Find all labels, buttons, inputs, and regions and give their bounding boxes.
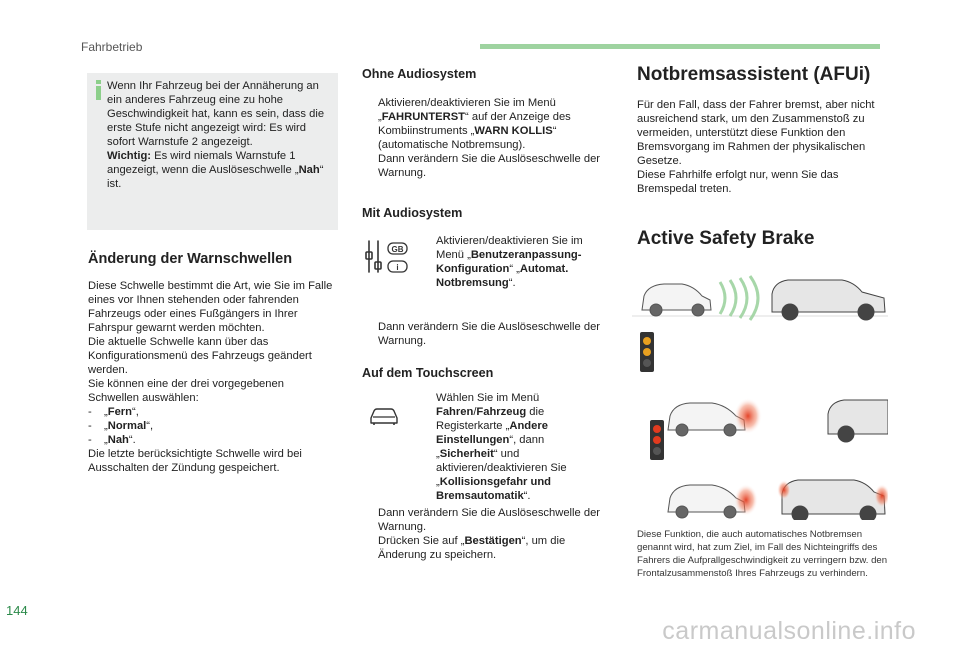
rear-car-2 <box>668 403 745 436</box>
change-threshold-title: Änderung der Warnschwellen <box>88 251 293 267</box>
touchscreen-step1: Wählen Sie im Menü Fahren/Fahrzeug die Registerkarte „Andere Einstellungen“, dann „Sicherheit“ und aktivieren/deaktivieren Sie „Kollisionsgefahr und Bremsautomatik“. <box>436 392 567 502</box>
front-suv-3 <box>782 480 885 520</box>
touchscreen-steps: Dann verändern Sie die Auslöseschwelle der Warnung. Drücken Sie auf „Bestätigen“, um die Änderung zu speichern. <box>378 507 601 561</box>
info-label: i <box>396 263 399 272</box>
active-safety-illustration <box>632 270 888 520</box>
section-label: Fahrbetrieb <box>81 40 143 54</box>
info-text: Wenn Ihr Fahrzeug bei der Annäherung an ein anderes Fahrzeug eine zu hohe Geschwindigkeit hat, kann es sein, dass die erste Stufe nicht angezeigt wird: Es wird sofort Warnstufe 2 angezeigt. Wichtig: Es wird niemals Warnstufe 1 angezeigt, wenn die Auslöseschwelle „Nah“ ist. <box>107 80 325 190</box>
threshold-option: - „Fern“, <box>88 406 139 418</box>
scene-2 <box>640 332 888 442</box>
touchscreen-title: Auf dem Touchscreen <box>362 366 494 380</box>
threshold-option: - „Normal“, <box>88 420 154 432</box>
scene-1 <box>632 276 888 320</box>
page-number: 144 <box>6 603 28 618</box>
traffic-light-icon <box>640 332 654 372</box>
notbrems-body: Für den Fall, dass der Fahrer bremst, aber nicht ausreichend stark, um den Zusammenstoß zu vermeiden, unterstützt diese Funktion den Bremsvorgang im Rahmen der physikalischen Gesetze. Diese Fahrhilfe erfolgt nur, wenn Sie das Bremspedal treten. <box>637 99 875 195</box>
mit-audio-step2: Dann verändern Sie die Auslöseschwelle der Warnung. <box>378 321 601 347</box>
mit-audio-title: Mit Audiosystem <box>362 206 463 220</box>
change-threshold-body: Diese Schwelle bestimmt die Art, wie Sie im Falle eines vor Ihnen stehenden oder fahrenden Fahrzeugs oder eines Fußgängers in Ihrer Fahrspur gewarnt werden möchten. Die aktuelle Schwelle kann über das Konfigurationsmenü des Fahrzeugs geändert werden. Sie können eine der drei vorgegebenen Schwellen auswählen: - „Fern“, - „Normal“, - „Nah“. Die letzte berücksichtigte Schwelle wird bei Ausschalten der Zündung gespeichert. <box>88 279 338 475</box>
gb-label: GB <box>391 245 404 254</box>
sensor-waves-icon <box>720 276 758 320</box>
watermark: carmanualsonline.info <box>662 617 916 645</box>
ohne-audio-body: Aktivieren/deaktivieren Sie im Menü „FAHRUNTERST“ auf der Anzeige des Kombiinstruments „WARN KOLLIS“ (automatische Notbremsung). Dann verändern Sie die Auslöseschwelle der Warnung. <box>378 97 601 179</box>
active-safety-title: Active Safety Brake <box>637 228 815 249</box>
threshold-option: - „Nah“. <box>88 434 136 446</box>
ohne-audio-title: Ohne Audiosystem <box>362 67 477 81</box>
car-icon <box>368 403 400 427</box>
settings-menu-icon <box>363 238 411 278</box>
front-suv-2 <box>828 400 888 442</box>
info-icon <box>96 80 101 100</box>
rear-car-1 <box>642 284 711 316</box>
header-accent-bar <box>480 44 880 49</box>
front-suv-1 <box>772 280 885 320</box>
mit-audio-step1: Aktivieren/deaktivieren Sie im Menü „Benutzeranpassung-Konfiguration“ „Automat. Notbremsung“. <box>436 235 583 289</box>
traffic-light-icon <box>650 420 664 460</box>
active-safety-caption: Diese Funktion, die auch automatisches Notbremsen genannt wird, hat zum Ziel, im Fall des Nichteingriffs des Fahrers die Aufprallgeschwindigkeit zu verringern bzw. den Frontalzusammenstoß Ihres Fahrzeugs zu verhindern. <box>637 529 888 579</box>
notbrems-title: Notbremsassistent (AFUi) <box>637 64 871 85</box>
rear-car-3 <box>668 485 745 518</box>
